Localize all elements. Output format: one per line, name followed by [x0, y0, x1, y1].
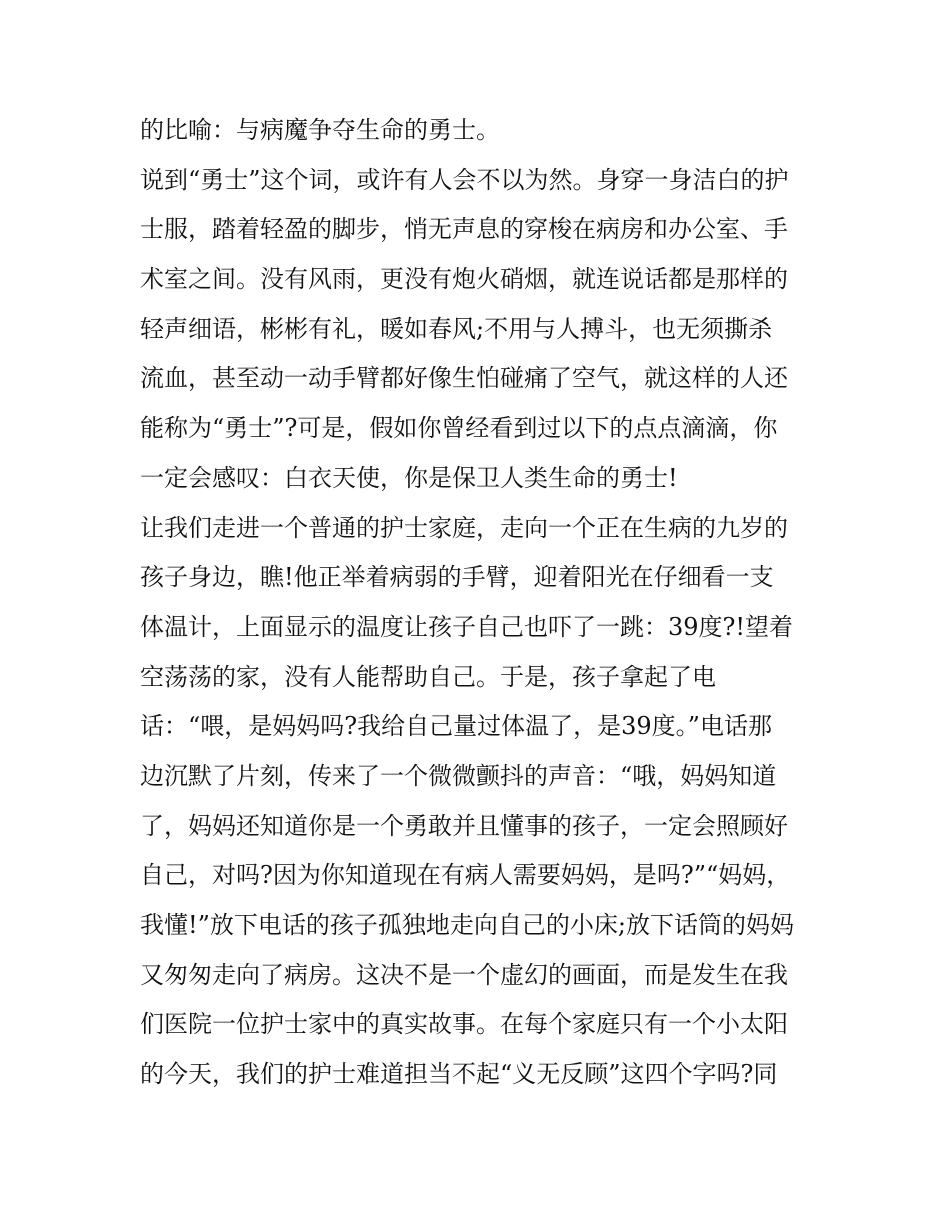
text-line: 士服，踏着轻盈的脚步，悄无声息的穿梭在病房和办公室、手	[140, 215, 788, 244]
text-line: 我懂!”放下电话的孩子孤独地走向自己的小床;放下话筒的妈妈	[140, 911, 794, 939]
text-line: 自己，对吗?因为你知道现在有病人需要妈妈，是吗?”“妈妈，	[140, 861, 791, 890]
text-line: 术室之间。没有风雨，更没有炮火硝烟，就连说话都是那样的	[140, 265, 788, 294]
text-line: 的今天，我们的护士难道担当不起“义无反顾”这四个字吗?同	[140, 1060, 778, 1089]
text-line: 能称为“勇士”?可是，假如你曾经看到过以下的点点滴滴，你	[140, 414, 778, 443]
text-line: 又匆匆走向了病房。这决不是一个虚幻的画面，而是发生在我	[140, 960, 788, 989]
text-line: 话：“喂，是妈妈吗?我给自己量过体温了，是39度。”电话那	[140, 712, 772, 741]
text-line: 流血，甚至动一动手臂都好像生怕碰痛了空气，就这样的人还	[140, 364, 788, 393]
text-line: 空荡荡的家，没有人能帮助自己。于是，孩子拿起了电	[140, 662, 716, 691]
text-line: 一定会感叹：白衣天使，你是保卫人类生命的勇士!	[140, 463, 678, 492]
text-line: 轻声细语，彬彬有礼，暖如春风;不用与人搏斗，也无须撕杀	[140, 314, 773, 343]
text-line: 让我们走进一个普通的护士家庭，走向一个正在生病的九岁的	[140, 513, 788, 542]
text-line: 的比喻：与病魔争夺生命的勇士。	[140, 116, 500, 144]
text-line: 说到“勇士”这个词，或许有人会不以为然。身穿一身洁白的护	[140, 165, 789, 194]
text-line: 孩子身边，瞧!他正举着病弱的手臂，迎着阳光在仔细看一支	[140, 563, 774, 592]
text-line: 边沉默了片刻，传来了一个微微颤抖的声音：“哦，妈妈知道	[140, 761, 777, 790]
text-line: 们医院一位护士家中的真实故事。在每个家庭只有一个小太阳	[140, 1010, 788, 1039]
text-line: 体温计，上面显示的温度让孩子自己也吓了一跳：39度?!望着	[140, 612, 794, 641]
text-line: 了，妈妈还知道你是一个勇敢并且懂事的孩子，一定会照顾好	[140, 811, 788, 840]
body-text	[140, 106, 820, 1100]
